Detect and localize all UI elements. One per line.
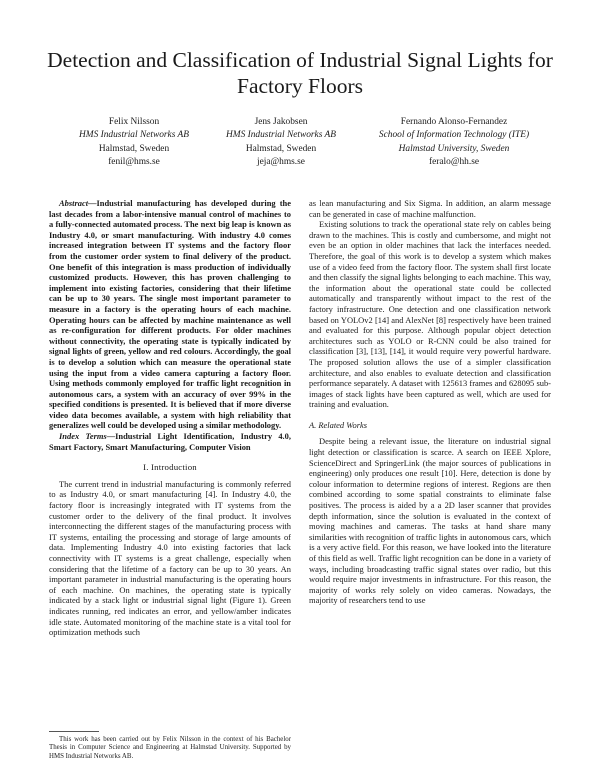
author-block-2 <box>206 116 356 170</box>
author-location: Halmstad University, Sweden <box>398 143 510 154</box>
index-terms-label: Index Terms— <box>59 431 116 442</box>
index-terms <box>49 431 291 452</box>
footnote: This work has been carried out by Felix Nilsson in the context of his Bachelor Thesis in Computer Science and Engineering at Halmstad University. Supported by HMS Industrial Networks AB. <box>49 736 291 760</box>
author-block-1 <box>58 116 210 170</box>
body-paragraph: as lean manufacturing and Six Sigma. In addition, an alarm message can be generated in case of machine malfunction. <box>309 198 551 219</box>
abstract-label: Abstract— <box>59 198 97 208</box>
right-column <box>309 198 551 606</box>
author-email: fenil@hms.se <box>108 157 160 168</box>
body-paragraph: Despite being a relevant issue, the literature on industrial signal light detection or classification is scarce. A search on IEEE Xplore, ScienceDirect and SpringerLink (the major sources of publications in engineering) only produces one result [10]. Here, detection is done by colour information to determine regions of interest. Regions are then combined according to some spatial constraints to eliminate false positives. The process is aided by a a 2D laser scanner that provides depth information, since the solution is evaluated in the context of moving machines and cameras. The tasks at hand share many similarities with recognition of traffic lights in autonomous cars, which is a very active field. For this reason, we have looked into the literature of this field as well. Traffic light recognition can be done in a variety of ways, including broadcasting traffic signal states over radio, but this would require major investments in infrastructure. For this reason, the majority of works rely solely on video cameras. Nowadays, the majority of researchers tend to use <box>309 436 551 606</box>
author-email: jeja@hms.se <box>257 157 305 168</box>
author-name: Jens Jakobsen <box>254 117 308 127</box>
author-name: Fernando Alonso-Fernandez <box>400 117 508 127</box>
author-affiliation: HMS Industrial Networks AB <box>226 130 336 141</box>
paper-title: Detection and Classification of Industrial Signal Lights for Factory Floors <box>47 48 553 98</box>
left-column <box>49 198 291 638</box>
subsection-heading-related-works: A. Related Works <box>309 419 368 430</box>
abstract-text: Industrial manufacturing has developed during the last decades from a labor-intensive manual control of machines to a fully-connected automated process. The next big leap is known as Industry 4.0, or smart manufacturing. With industry 4.0 comes increased integration between IT systems and the factory floor from the customer order system to final delivery of the product. One benefit of this integration is mass production of individually customized products. However, this has proven challenging to implement into existing factories, considering that their lifetime can be up to 30 years. The single most important parameter to measure in a factory is the operating hours of each machine. Operating hours can be affected by machine maintenance as well as re-configuration for different products. For older machines without connectivity, the operating state is typically indicated by signal lights of green, yellow and red colours. Accordingly, the goal is to develop a solution which can measure the operational state using the input from a video camera capturing a factory floor. Using methods commonly employed for traffic light recognition in autonomous cars, a system with an accuracy of over 99% in the specified conditions is presented. It is believed that if more diverse video data becomes available, a system with high reliability that generalizes well could be developed using a similar methodology. <box>49 198 291 431</box>
section-heading-introduction: I. Introduction <box>143 462 197 473</box>
abstract <box>49 198 291 431</box>
author-location: Halmstad, Sweden <box>245 143 317 154</box>
author-block-3 <box>356 116 552 170</box>
author-location: Halmstad, Sweden <box>98 143 170 154</box>
author-email: feralo@hh.se <box>428 157 480 168</box>
index-terms-text: Industrial Light Identification, Industry 4.0, Smart Factory, Smart Manufacturing, Computer Vision <box>49 431 291 452</box>
author-affiliation: School of Information Technology (ITE) <box>378 130 530 141</box>
author-name: Felix Nilsson <box>108 117 160 127</box>
intro-paragraph: The current trend in industrial manufacturing is commonly referred to as Industry 4.0, or smart manufacturing [4]. In Industry 4.0, the factory floor is increasingly integrated with IT systems from the customer order to the delivery of the final product. It involves interconnecting the different stages of the manufacturing process with IT systems, entailing the processing and storage of large amounts of data. Implementing Industry 4.0 into existing factories that lack connectivity with IT systems is a great challenge, especially when considering that the lifetime of a factory can be up to 30 years. An important parameter in industrial manufacturing is the operating hours of each machine. On machines, the operating state is typically indicated by a stack light or industrial signal light (Figure 1). Green indicates running, red indicates an error, and yellow/amber indicates idle state. Automated monitoring of the machine state is a vital tool for optimization methods such <box>49 478 291 638</box>
body-paragraph: Existing solutions to track the operational state rely on cables being drawn to the machines. This is costly and cumbersome, and might not even be an option in older machines that lack the interfaces needed. Therefore, the goal of this work is to develop a system which makes use of a video feed from the factory floor. The system shall first locate and then classify the signal lights belonging to each machine. This way, the information about the operational state could be collected automatically and transparently without impact to the rest of the factory infrastructure. One detection and one classification network based on YOLOv2 [14] and AlexNet [8] respectively have been trained and evaluated for this purpose. Although popular object detection architectures such as YOLO or R-CNN could be also trained for classification [3], [13], [14], it would require very powerful hardware. The proposed solution allows the use of a simpler classification architecture, and also enables to evaluate detection and classification performance separately. A dataset with 125613 frames and 628095 sub-images of stack lights have been captured as well, which are used for training and evaluation. <box>309 219 551 410</box>
footnote-rule <box>49 731 99 732</box>
author-affiliation: HMS Industrial Networks AB <box>79 130 189 141</box>
